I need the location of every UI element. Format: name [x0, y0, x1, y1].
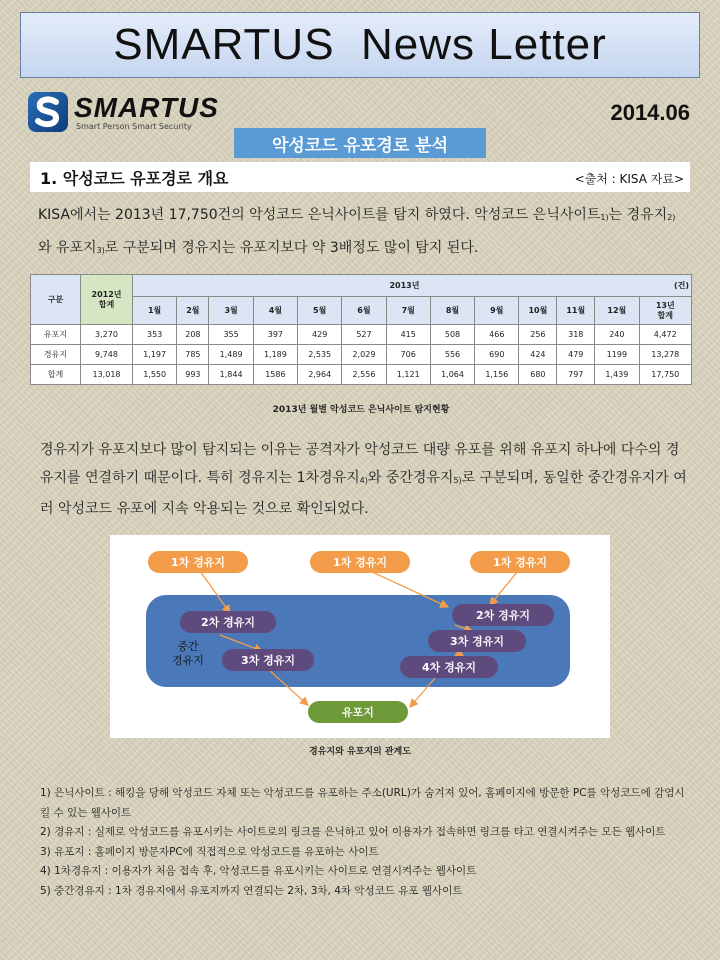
total-2013: 4,472: [639, 325, 692, 345]
third-hop-node-left: 3차 경유지: [222, 649, 314, 671]
year-2013-header: [133, 275, 692, 297]
month-header-2: 2월: [177, 297, 209, 325]
month-value-3: 355: [209, 325, 253, 345]
month-value-7: 415: [386, 325, 430, 345]
month-value-5: 2,535: [298, 345, 342, 365]
month-value-6: 2,556: [342, 365, 386, 385]
month-header-7: 7월: [386, 297, 430, 325]
col-2013-total-header: 13년 합계: [639, 297, 692, 325]
month-value-8: 556: [430, 345, 474, 365]
reason-text-3: 로 구분되며, 동일한 중간경유지가 여러 악성코드 유포에 지속 악용되는 것으로 확인되었다.: [40, 470, 687, 517]
month-value-8: 508: [430, 325, 474, 345]
month-header-11: 11월: [557, 297, 595, 325]
footnotes: [40, 784, 690, 901]
diagram-caption: 경유지와 유포지의 관계도: [309, 747, 411, 757]
logo-wordmark: SMARTUS: [74, 92, 219, 123]
month-value-5: 429: [298, 325, 342, 345]
first-hop-node-3: 1차 경유지: [470, 551, 570, 573]
year-2013-label: 2013년: [389, 281, 420, 290]
target-node: 유포지: [308, 701, 408, 723]
month-header-4: 4월: [253, 297, 297, 325]
month-value-4: 1586: [253, 365, 297, 385]
col-category-header: 구분: [31, 275, 81, 325]
reason-text-1: 경유지가 유포지보다 많이 탐지되는 이유는 공격자가 악성코드 대량 유포를 위해 유포지 하나에 다수의 경유지를 연결하기 때문이다. 특히 경유지는 1차경유지: [40, 442, 680, 486]
footnote-2: 2) 경유지 : 실제로 악성코드를 유포시키는 사이트로의 링크를 은닉하고 있어 이용자가 접속하면 링크를 타고 연결시켜주는 모든 웹사이트: [40, 826, 666, 838]
footnote-ref-5: 5): [453, 476, 462, 485]
month-value-11: 479: [557, 345, 595, 365]
subject-banner: [234, 128, 486, 158]
arrow-first3-to-second: [490, 571, 518, 605]
issue-date: 2014.06: [610, 100, 690, 125]
row-label: 유포지: [31, 325, 81, 345]
month-value-12: 1,439: [595, 365, 639, 385]
month-value-11: 318: [557, 325, 595, 345]
month-value-6: 527: [342, 325, 386, 345]
second-hop-node-left: 2차 경유지: [180, 611, 276, 633]
footnote-ref-1: 1): [600, 213, 609, 222]
month-value-2: 785: [177, 345, 209, 365]
reason-paragraph: [40, 436, 690, 523]
first-hop-node-2: 1차 경유지: [310, 551, 410, 573]
value-2012: 13,018: [81, 365, 133, 385]
month-value-1: 1,197: [133, 345, 177, 365]
masthead-title: SMARTUS News Letter: [113, 20, 607, 69]
month-value-12: 1199: [595, 345, 639, 365]
month-header-3: 3월: [209, 297, 253, 325]
month-value-2: 993: [177, 365, 209, 385]
masthead: [20, 12, 700, 78]
month-value-7: 706: [386, 345, 430, 365]
source-note: <출처 : KISA 자료>: [574, 172, 684, 186]
first-hop-node-1: 1차 경유지: [148, 551, 248, 573]
month-value-6: 2,029: [342, 345, 386, 365]
intermediate-zone-label: 중간 경유지: [172, 640, 204, 667]
relationship-diagram: [110, 535, 610, 738]
smartus-logo: [28, 92, 219, 136]
table-row: [31, 325, 692, 345]
table-row: [31, 365, 692, 385]
value-2012: 3,270: [81, 325, 133, 345]
month-value-10: 680: [519, 365, 557, 385]
stats-body: [31, 325, 692, 385]
arrow-first2-to-second: [370, 571, 448, 607]
arrow-first1-to-second: [200, 571, 230, 613]
month-header-10: 10월: [519, 297, 557, 325]
arrow-fourth-to-target: [410, 678, 435, 707]
month-value-4: 397: [253, 325, 297, 345]
col-2012-header: 2012년 합계: [81, 275, 133, 325]
footnote-5: 5) 중간경유지 : 1차 경유지에서 유포지까지 연결되는 2차, 3차, 4차 악성코드 유포 웹사이트: [40, 884, 463, 897]
month-value-3: 1,844: [209, 365, 253, 385]
month-value-11: 797: [557, 365, 595, 385]
fourth-hop-node: 4차 경유지: [400, 656, 498, 678]
footnote-3: 3) 유포지 : 홈페이지 방문자PC에 직접적으로 악성코드를 유포하는 사이트: [40, 845, 379, 858]
footnote-ref-4: 4): [359, 476, 368, 485]
month-value-9: 466: [475, 325, 519, 345]
footnote-1: 1) 은닉사이트 : 해킹을 당해 악성코드 자체 또는 악성코드를 유포하는 주소(URL)가 숨겨져 있어, 홈페이지에 방문한 PC를 악성코드에 감염시킬 수 있는 웹사이트: [40, 787, 685, 819]
intro-paragraph: [38, 200, 688, 266]
value-2012: 9,748: [81, 345, 133, 365]
footnote-ref-3: 3): [96, 246, 105, 255]
month-value-7: 1,121: [386, 365, 430, 385]
month-value-5: 2,964: [298, 365, 342, 385]
month-value-12: 240: [595, 325, 639, 345]
intro-text-4: 로 구분되며 경유지는 유포지보다 약 3배정도 많이 탐지 된다.: [104, 240, 479, 256]
table-row: [31, 345, 692, 365]
intro-text-3: 와 유포지: [38, 240, 97, 256]
month-header-5: 5월: [298, 297, 342, 325]
footnote-ref-2: 2): [667, 213, 676, 222]
total-2013: 13,278: [639, 345, 692, 365]
total-2013: 17,750: [639, 365, 692, 385]
reason-text-2: 와 중간경유지: [367, 470, 454, 486]
footnote-4: 4) 1차경유지 : 이용자가 처음 접속 후, 악성코드를 유포시키는 사이트로 연결시켜주는 웹사이트: [40, 865, 477, 877]
section-header: [30, 162, 690, 192]
month-value-3: 1,489: [209, 345, 253, 365]
smartus-s-icon: [28, 92, 68, 132]
month-value-1: 353: [133, 325, 177, 345]
unit-label: (건): [673, 281, 689, 290]
section-title: 1. 악성코드 유포경로 개요: [40, 169, 229, 188]
row-label: 경유지: [31, 345, 81, 365]
intro-text-1: KISA에서는 2013년 17,750건의 악성코드 은닉사이트를 탐지 하였다. 악성코드 은닉사이트: [38, 207, 601, 223]
month-header-12: 12월: [595, 297, 639, 325]
month-value-2: 208: [177, 325, 209, 345]
detection-stats-table: [30, 274, 692, 385]
month-value-10: 256: [519, 325, 557, 345]
second-hop-node-right: 2차 경유지: [452, 604, 554, 626]
month-value-8: 1,064: [430, 365, 474, 385]
third-hop-node-right: 3차 경유지: [428, 630, 526, 652]
table-caption: 2013년 월별 악성코드 은닉사이트 탐지현황: [272, 405, 450, 415]
month-value-10: 424: [519, 345, 557, 365]
subject-label: 악성코드 유포경로 분석: [271, 135, 449, 156]
month-value-4: 1,189: [253, 345, 297, 365]
arrow-third-to-target-left: [270, 671, 308, 705]
logo-tagline: Smart Person Smart Security: [76, 122, 192, 131]
month-header-6: 6월: [342, 297, 386, 325]
month-header-9: 9월: [475, 297, 519, 325]
month-header-1: 1월: [133, 297, 177, 325]
month-value-9: 690: [475, 345, 519, 365]
row-label: 합계: [31, 365, 81, 385]
month-value-9: 1,156: [475, 365, 519, 385]
month-value-1: 1,550: [133, 365, 177, 385]
intro-text-2: 는 경유지: [608, 207, 668, 223]
month-header-8: 8월: [430, 297, 474, 325]
